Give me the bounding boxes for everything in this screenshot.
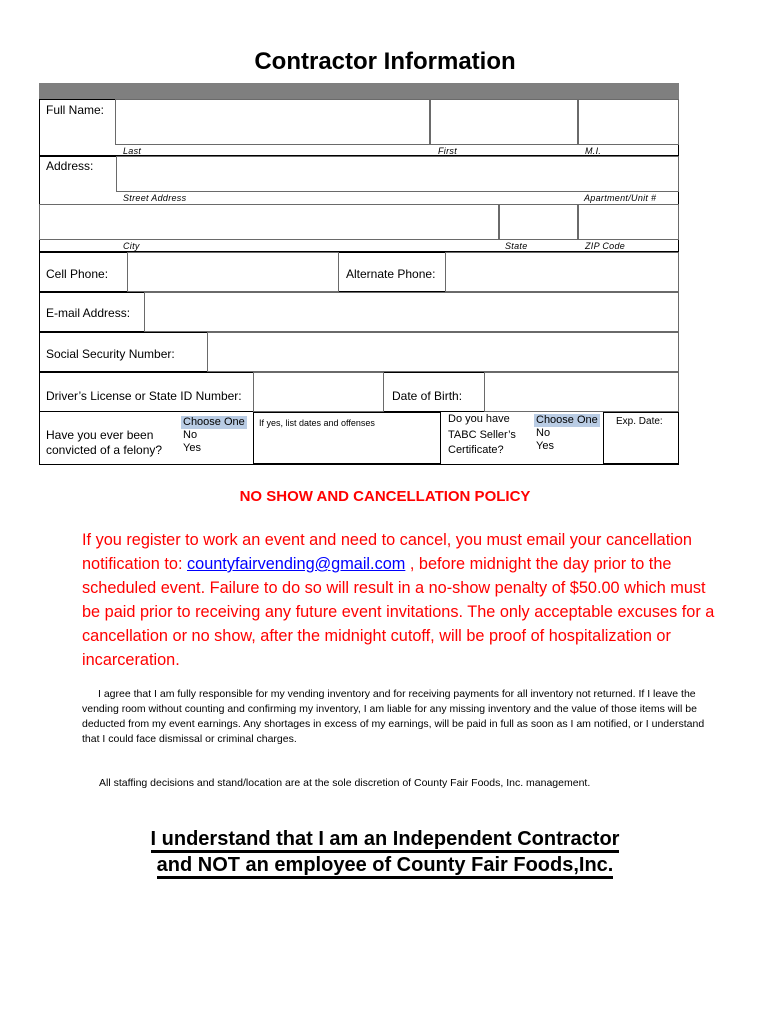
exp-date-label: Exp. Date: (616, 416, 663, 427)
header-band (39, 83, 679, 99)
agreement-text: I agree that I am fully responsible for my vending inventory and for receiving payments for all inventory not returned. If I leave the vending room without counting and confirming my inventory, I am liable for any missing inventory and the value of those items will be deducted from my event earnings. Any shortages in excess of my earnings, will be paid in full as soon as I am notified, or I understand that I could face dismissal or criminal charges. (82, 688, 705, 745)
first-caption: First (438, 146, 457, 156)
felony-details-label: If yes, list dates and offenses (259, 418, 375, 428)
policy-heading: NO SHOW AND CANCELLATION POLICY (239, 488, 531, 505)
felony-option-yes[interactable]: Yes (183, 442, 201, 454)
city-input[interactable] (39, 204, 499, 240)
policy-email-link[interactable]: countyfairvending@gmail.com (187, 555, 406, 573)
tabc-question-line-1: Do you have (448, 413, 510, 425)
contractor-line-1: I understand that I am an Independent Contractor (151, 828, 620, 853)
tabc-question-line-3: Certificate? (448, 444, 504, 456)
ssn-label: Social Security Number: (46, 347, 175, 361)
city-caption: City (123, 241, 140, 251)
email-label: E-mail Address: (46, 306, 131, 320)
bottom-rule (39, 464, 679, 465)
felony-select-value[interactable]: Choose One (183, 416, 245, 428)
full-name-label: Full Name: (46, 103, 105, 117)
last-caption: Last (123, 146, 142, 156)
street-address-input[interactable] (116, 156, 679, 192)
policy-text-end: , before midnight the day prior to the scheduled event. Failure to do so will result in a no-show penalty of $50.00 which must be paid prior to receiving any future event invitations. The only acceptable excuses for a cancellation or no show, after the midnight cutoff, will be proof of hospitalization or incarceration. (82, 555, 715, 669)
zip-input[interactable] (578, 204, 679, 240)
state-caption: State (505, 241, 528, 251)
mi-caption: M.I. (585, 146, 602, 156)
felony-option-no[interactable]: No (183, 429, 198, 441)
contractor-line-2: and NOT an employee of County Fair Foods,Inc. (157, 854, 614, 879)
last-name-input[interactable] (115, 99, 430, 145)
license-input[interactable] (253, 372, 384, 412)
alternate-phone-input[interactable] (445, 252, 679, 292)
felony-question-line-2: convicted of a felony? (46, 443, 163, 457)
staffing-statement: All staffing decisions and stand/location are at the sole discretion of County Fair Foods, Inc. management. (99, 777, 591, 789)
dob-label: Date of Birth: (392, 389, 463, 403)
email-input[interactable] (144, 292, 679, 332)
dob-input[interactable] (484, 372, 679, 412)
tabc-select[interactable] (534, 414, 604, 453)
address-label: Address: (46, 159, 94, 173)
license-label: Driver’s License or State ID Number: (46, 389, 242, 403)
page-title: Contractor Information (254, 48, 516, 75)
tabc-select-value[interactable]: Choose One (536, 414, 598, 426)
apt-caption: Apartment/Unit # (584, 193, 657, 203)
tabc-option-no[interactable]: No (536, 427, 551, 439)
ssn-input[interactable] (207, 332, 679, 372)
tabc-question-line-2: TABC Seller’s (448, 429, 516, 441)
left-rule (39, 412, 40, 464)
state-input[interactable] (499, 204, 578, 240)
street-caption: Street Address (123, 193, 187, 203)
zip-caption: ZIP Code (585, 241, 626, 251)
middle-initial-input[interactable] (578, 99, 679, 145)
alternate-phone-label: Alternate Phone: (346, 267, 436, 281)
policy-text-start: If you register to work an event and need to cancel, you must email your cancellation notification to: (82, 531, 692, 573)
contractor-statement (0, 826, 770, 878)
felony-select[interactable] (181, 416, 251, 455)
first-name-input[interactable] (430, 99, 578, 145)
tabc-option-yes[interactable]: Yes (536, 440, 554, 452)
cell-phone-label: Cell Phone: (46, 267, 109, 281)
policy-text (82, 528, 722, 672)
cell-phone-input[interactable] (127, 252, 339, 292)
felony-question-line-1: Have you ever been (46, 428, 154, 442)
agreement-paragraph (82, 687, 707, 747)
